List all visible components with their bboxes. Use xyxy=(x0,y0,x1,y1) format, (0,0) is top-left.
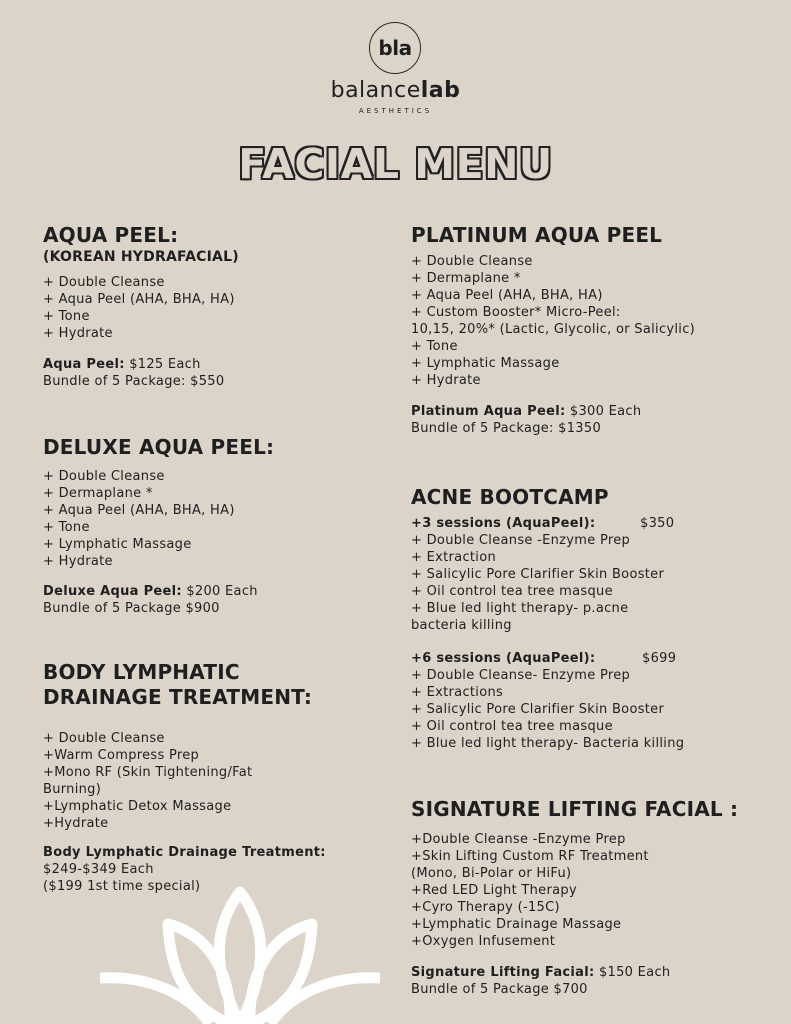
platinum-section xyxy=(411,223,695,437)
aqua-peel-bundle: Bundle of 5 Package: $550 xyxy=(43,374,225,389)
aqua-peel-subheading: (KOREAN HYDRAFACIAL) xyxy=(43,249,239,265)
list-item: + Aqua Peel (AHA, BHA, HA) xyxy=(411,288,603,303)
page-title: FACIAL MENU xyxy=(238,140,553,188)
platinum-bundle: Bundle of 5 Package: $1350 xyxy=(411,421,602,436)
list-item: + Extraction xyxy=(411,550,496,565)
list-item: +Mono RF (Skin Tightening/Fat xyxy=(43,765,253,780)
list-item: + Double Cleanse xyxy=(43,275,165,290)
deluxe-bundle: Bundle of 5 Package $900 xyxy=(43,601,220,616)
acne-3-price: $350 xyxy=(640,516,675,531)
list-item: + Tone xyxy=(43,520,90,535)
logo-mark: bla xyxy=(369,22,421,74)
list-item: + Tone xyxy=(411,339,458,354)
list-item: +Lymphatic Drainage Massage xyxy=(411,917,622,932)
list-item: +Oxygen Infusement xyxy=(411,934,556,949)
list-item: +Lymphatic Detox Massage xyxy=(43,799,232,814)
list-item: + Double Cleanse xyxy=(43,731,165,746)
list-item: 10,15, 20%* (Lactic, Glycolic, or Salicylic) xyxy=(411,322,696,337)
list-item: + Dermaplane * xyxy=(43,486,153,501)
list-item: +Hydrate xyxy=(43,816,109,831)
list-item: + Oil control tea tree masque xyxy=(411,584,613,599)
list-item: + Lymphatic Massage xyxy=(411,356,560,371)
list-item: +Cyro Therapy (-15C) xyxy=(411,900,560,915)
signature-lifting-section xyxy=(411,797,738,998)
lotus-icon xyxy=(80,880,400,1024)
brand-tagline: AESTHETICS xyxy=(358,107,433,115)
aqua-peel-heading: AQUA PEEL: xyxy=(43,223,179,247)
list-item: + Blue led light therapy- p.acne xyxy=(411,601,629,616)
list-item: + Salicylic Pore Clarifier Skin Booster xyxy=(411,702,665,717)
body-special: ($199 1st time special) xyxy=(43,879,201,894)
list-item: + Hydrate xyxy=(43,326,113,341)
list-item: + Double Cleanse xyxy=(411,254,533,269)
aqua-peel-section xyxy=(43,223,239,390)
acne-heading: ACNE BOOTCAMP xyxy=(411,485,609,509)
list-item: + Hydrate xyxy=(411,373,481,388)
list-item: +Warm Compress Prep xyxy=(43,748,200,763)
acne-6-price: $699 xyxy=(642,651,677,666)
list-item: + Double Cleanse -Enzyme Prep xyxy=(411,533,631,548)
list-item: +Skin Lifting Custom RF Treatment xyxy=(411,849,649,864)
signature-bundle: Bundle of 5 Package $700 xyxy=(411,982,588,997)
signature-heading: SIGNATURE LIFTING FACIAL : xyxy=(411,797,739,821)
list-item: + Dermaplane * xyxy=(411,271,521,286)
acne-bootcamp-section xyxy=(411,485,684,752)
deluxe-heading: DELUXE AQUA PEEL: xyxy=(43,435,275,459)
list-item: + Hydrate xyxy=(43,554,113,569)
list-item: + Tone xyxy=(43,309,90,324)
acne-6-sessions: +6 sessions (AquaPeel): $699 xyxy=(411,651,677,666)
list-item: + Double Cleanse- Enzyme Prep xyxy=(411,668,631,683)
aqua-peel-price: Aqua Peel: $125 Each xyxy=(43,357,201,372)
body-heading-line1: BODY LYMPHATIC xyxy=(43,660,240,684)
body-heading-line2: DRAINAGE TREATMENT: xyxy=(43,685,313,709)
list-item: bacteria killing xyxy=(411,618,512,633)
list-item: + Oil control tea tree masque xyxy=(411,719,613,734)
signature-price: Signature Lifting Facial: $150 Each xyxy=(411,965,671,980)
list-item: + Extractions xyxy=(411,685,504,700)
list-item: + Blue led light therapy- Bacteria killing xyxy=(411,736,685,751)
brand-name: balancelab xyxy=(330,78,461,103)
list-item: + Custom Booster* Micro-Peel: xyxy=(411,305,621,320)
list-item: (Mono, Bi-Polar or HiFu) xyxy=(411,866,572,881)
acne-3-sessions: +3 sessions (AquaPeel): $350 xyxy=(411,516,675,531)
list-item: + Lymphatic Massage xyxy=(43,537,192,552)
platinum-heading: PLATINUM AQUA PEEL xyxy=(411,223,663,247)
deluxe-aqua-peel-section xyxy=(43,435,274,617)
list-item: +Double Cleanse -Enzyme Prep xyxy=(411,832,626,847)
body-price-label: Body Lymphatic Drainage Treatment: xyxy=(43,845,326,860)
list-item: Burning) xyxy=(43,782,102,797)
body-price-value: $249-$349 Each xyxy=(43,862,154,877)
list-item: + Salicylic Pore Clarifier Skin Booster xyxy=(411,567,665,582)
list-item: + Aqua Peel (AHA, BHA, HA) xyxy=(43,503,235,518)
list-item: + Double Cleanse xyxy=(43,469,165,484)
list-item: +Red LED Light Therapy xyxy=(411,883,577,898)
list-item: + Aqua Peel (AHA, BHA, HA) xyxy=(43,292,235,307)
body-lymphatic-section xyxy=(43,660,326,895)
platinum-price: Platinum Aqua Peel: $300 Each xyxy=(411,404,642,419)
deluxe-price: Deluxe Aqua Peel: $200 Each xyxy=(43,584,258,599)
